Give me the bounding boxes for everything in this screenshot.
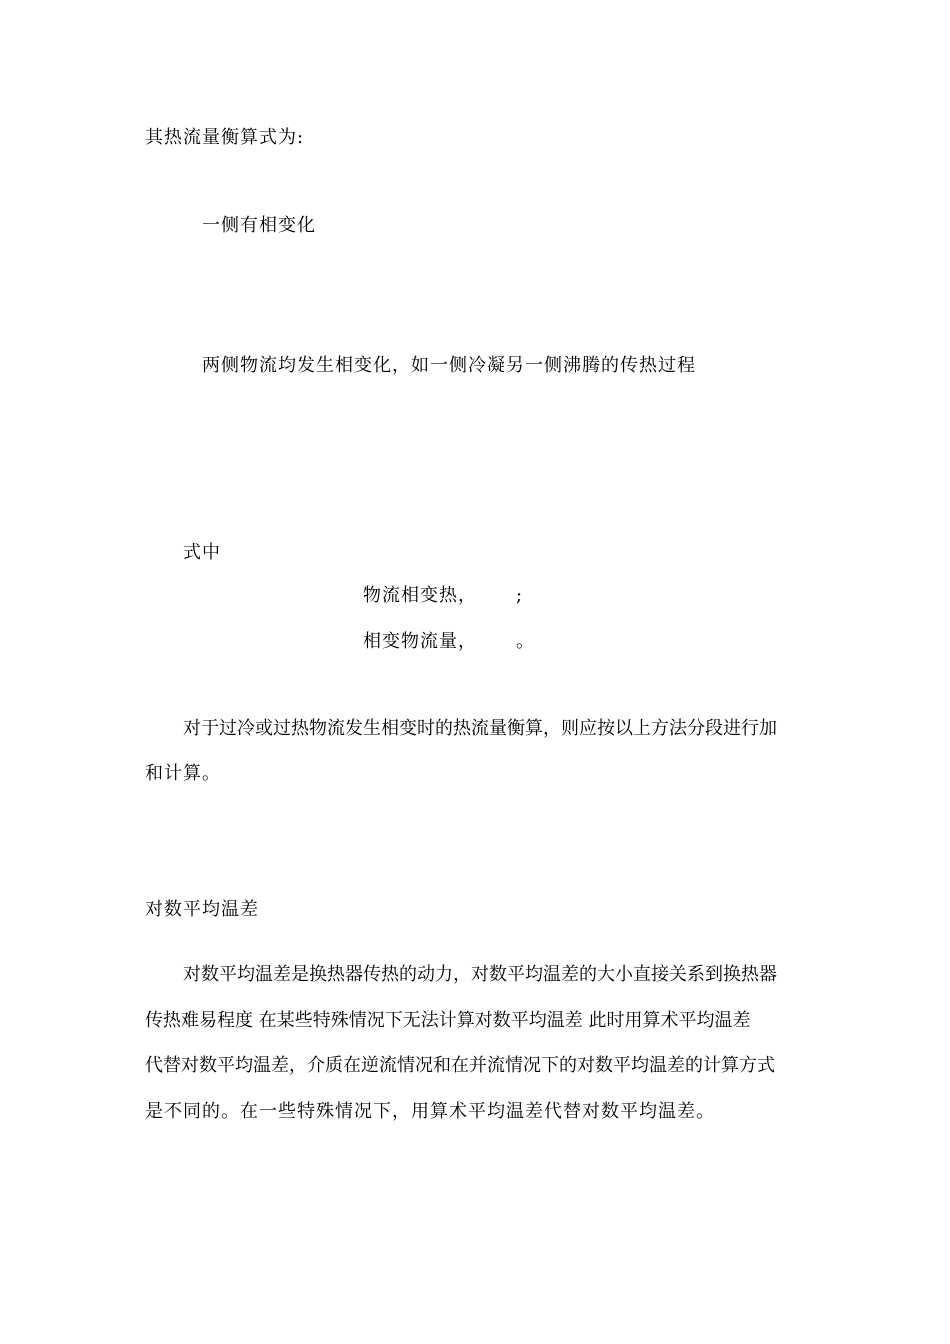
definition-term: 物流相变热， bbox=[363, 585, 477, 606]
paragraph-line: 是不同的。在一些特殊情况下，用算术平均温差代替对数平均温差。 bbox=[145, 1101, 715, 1122]
case-one-side-phase-change: 一侧有相变化 bbox=[202, 215, 316, 236]
paragraph-line: 对数平均温差是换热器传热的动力，对数平均温差的大小直接关系到换热器 bbox=[183, 964, 777, 985]
note-line: 对于过冷或过热物流发生相变时的热流量衡算，则应按以上方法分段进行加 bbox=[183, 718, 777, 739]
definition-suffix: 。 bbox=[516, 631, 535, 652]
definition-suffix: ; bbox=[516, 585, 524, 606]
note-line: 和计算。 bbox=[145, 763, 221, 784]
definitions-label: 式中 bbox=[183, 542, 221, 563]
definition-term: 相变物流量， bbox=[363, 631, 477, 652]
section-heading-lmtd: 对数平均温差 bbox=[145, 899, 259, 920]
paragraph-line: 代替对数平均温差，介质在逆流情况和在并流情况下的对数平均温差的计算方式 bbox=[145, 1055, 775, 1076]
case-both-sides-phase-change: 两侧物流均发生相变化，如一侧冷凝另一侧沸腾的传热过程 bbox=[202, 355, 696, 376]
paragraph-line: 传热难易程度 在某些特殊情况下无法计算对数平均温差 此时用算术平均温差 bbox=[145, 1010, 751, 1031]
heat-balance-intro: 其热流量衡算式为: bbox=[145, 127, 305, 148]
